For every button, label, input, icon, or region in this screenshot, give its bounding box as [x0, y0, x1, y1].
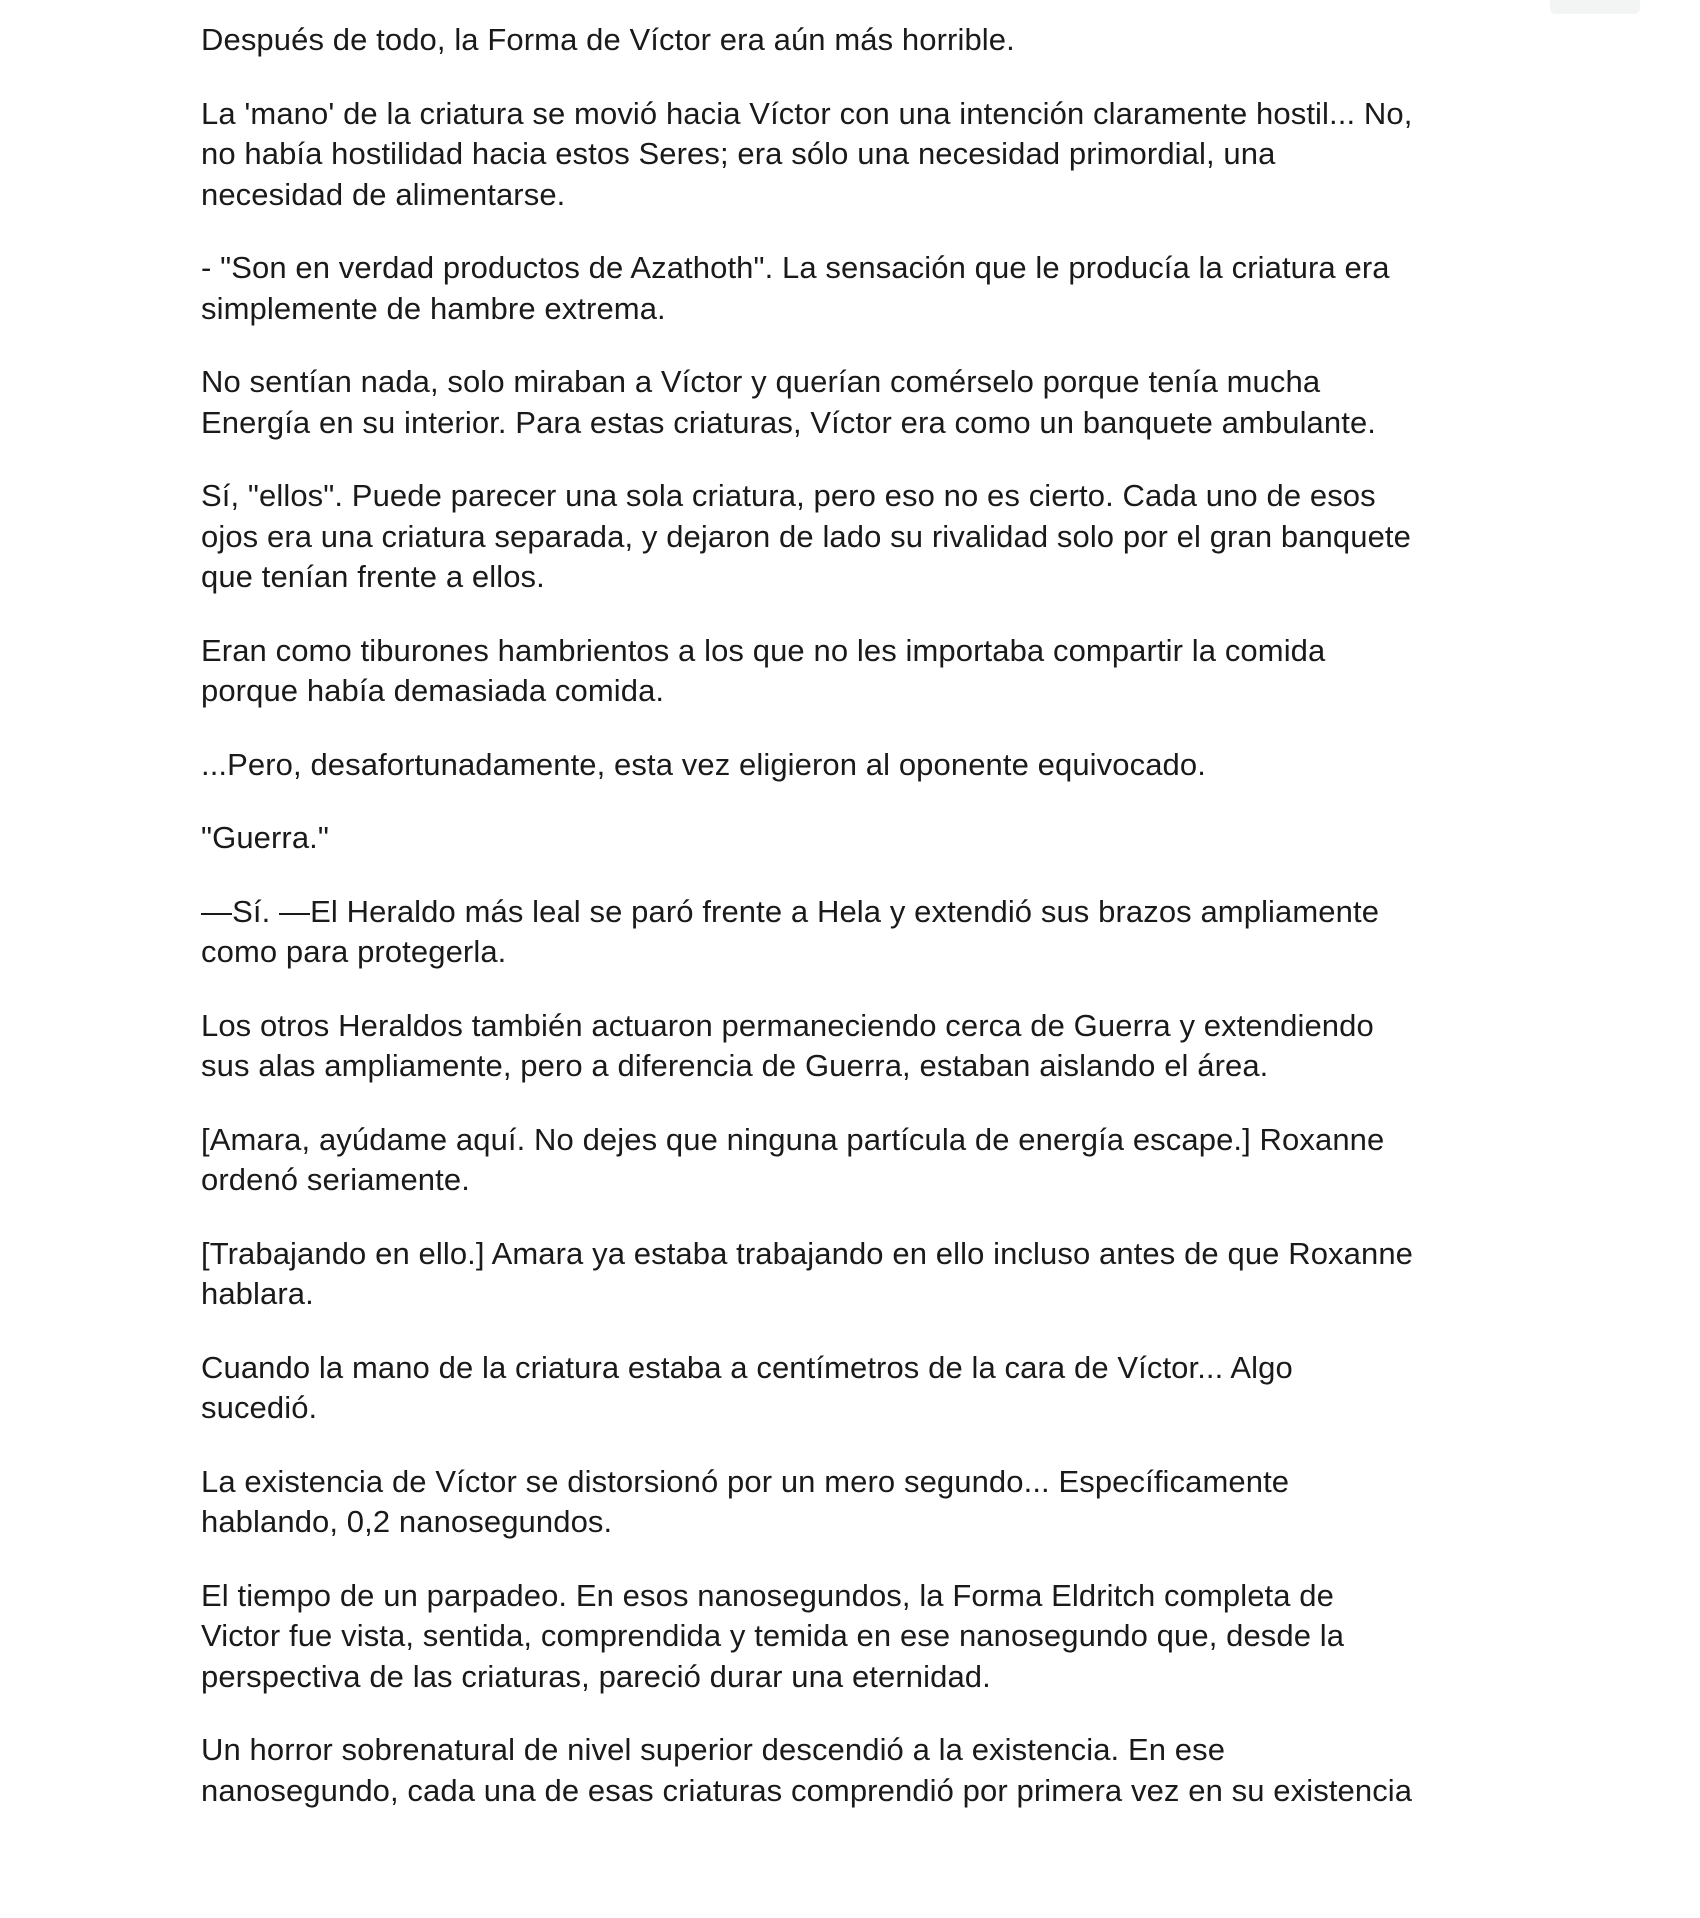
paragraph-8: "Guerra." — [201, 820, 330, 855]
paragraph-1: Después de todo, la Forma de Víctor era aún más horrible. — [201, 22, 1015, 57]
page-corner-mark — [1550, 0, 1640, 14]
paragraph-13: Cuando la mano de la criatura estaba a centímetros de la cara de Víctor... Algo sucedió. — [201, 1349, 1293, 1425]
paragraph-6: Eran como tiburones hambrientos a los que no les importaba compartir la comida porque había demasiada comida. — [201, 632, 1326, 708]
paragraph-16: Un horror sobrenatural de nivel superior descendió a la existencia. En ese nanosegundo, cada una de esas criaturas comprendió por primera vez en su existencia — [201, 1732, 1413, 1808]
paragraph-9: —Sí. —El Heraldo más leal se paró frente a Hela y extendió sus brazos ampliamente como para protegerla. — [201, 893, 1380, 969]
paragraph-12: [Trabajando en ello.] Amara ya estaba trabajando en ello incluso antes de que Roxanne hablara. — [201, 1235, 1414, 1311]
paragraph-2: La 'mano' de la criatura se movió hacia Víctor con una intención claramente hostil... No, no había hostilidad hacia estos Seres; era sólo una necesidad primordial, una necesidad de alimentarse. — [201, 95, 1413, 212]
paragraph-14: La existencia de Víctor se distorsionó por un mero segundo... Específicamente hablando, 0,2 nanosegundos. — [201, 1463, 1290, 1539]
paragraph-3: - "Son en verdad productos de Azathoth". La sensación que le producía la criatura era simplemente de hambre extrema. — [201, 250, 1390, 326]
paragraph-15: El tiempo de un parpadeo. En esos nanosegundos, la Forma Eldritch completa de Victor fue vista, sentida, comprendida y temida en ese nanosegundo que, desde la perspectiva de las criaturas, pareció durar una eternidad. — [201, 1577, 1345, 1694]
paragraph-10: Los otros Heraldos también actuaron permaneciendo cerca de Guerra y extendiendo sus alas ampliamente, pero a diferencia de Guerra, estaban aislando el área. — [201, 1007, 1374, 1083]
paragraph-4: No sentían nada, solo miraban a Víctor y querían comérselo porque tenía mucha Energía en su interior. Para estas criaturas, Víctor era como un banquete ambulante. — [201, 364, 1377, 440]
paragraph-7: ...Pero, desafortunadamente, esta vez eligieron al oponente equivocado. — [201, 746, 1206, 782]
paragraph-5: Sí, "ellos". Puede parecer una sola criatura, pero eso no es cierto. Cada uno de esos ojos era una criatura separada, y dejaron de lado su rivalidad solo por el gran banquete que tenían frente a ellos. — [201, 478, 1411, 594]
paragraph-11: [Amara, ayúdame aquí. No dejes que ninguna partícula de energía escape.] Roxanne ordenó seriamente. — [201, 1121, 1385, 1197]
text-body — [201, 20, 1531, 1844]
